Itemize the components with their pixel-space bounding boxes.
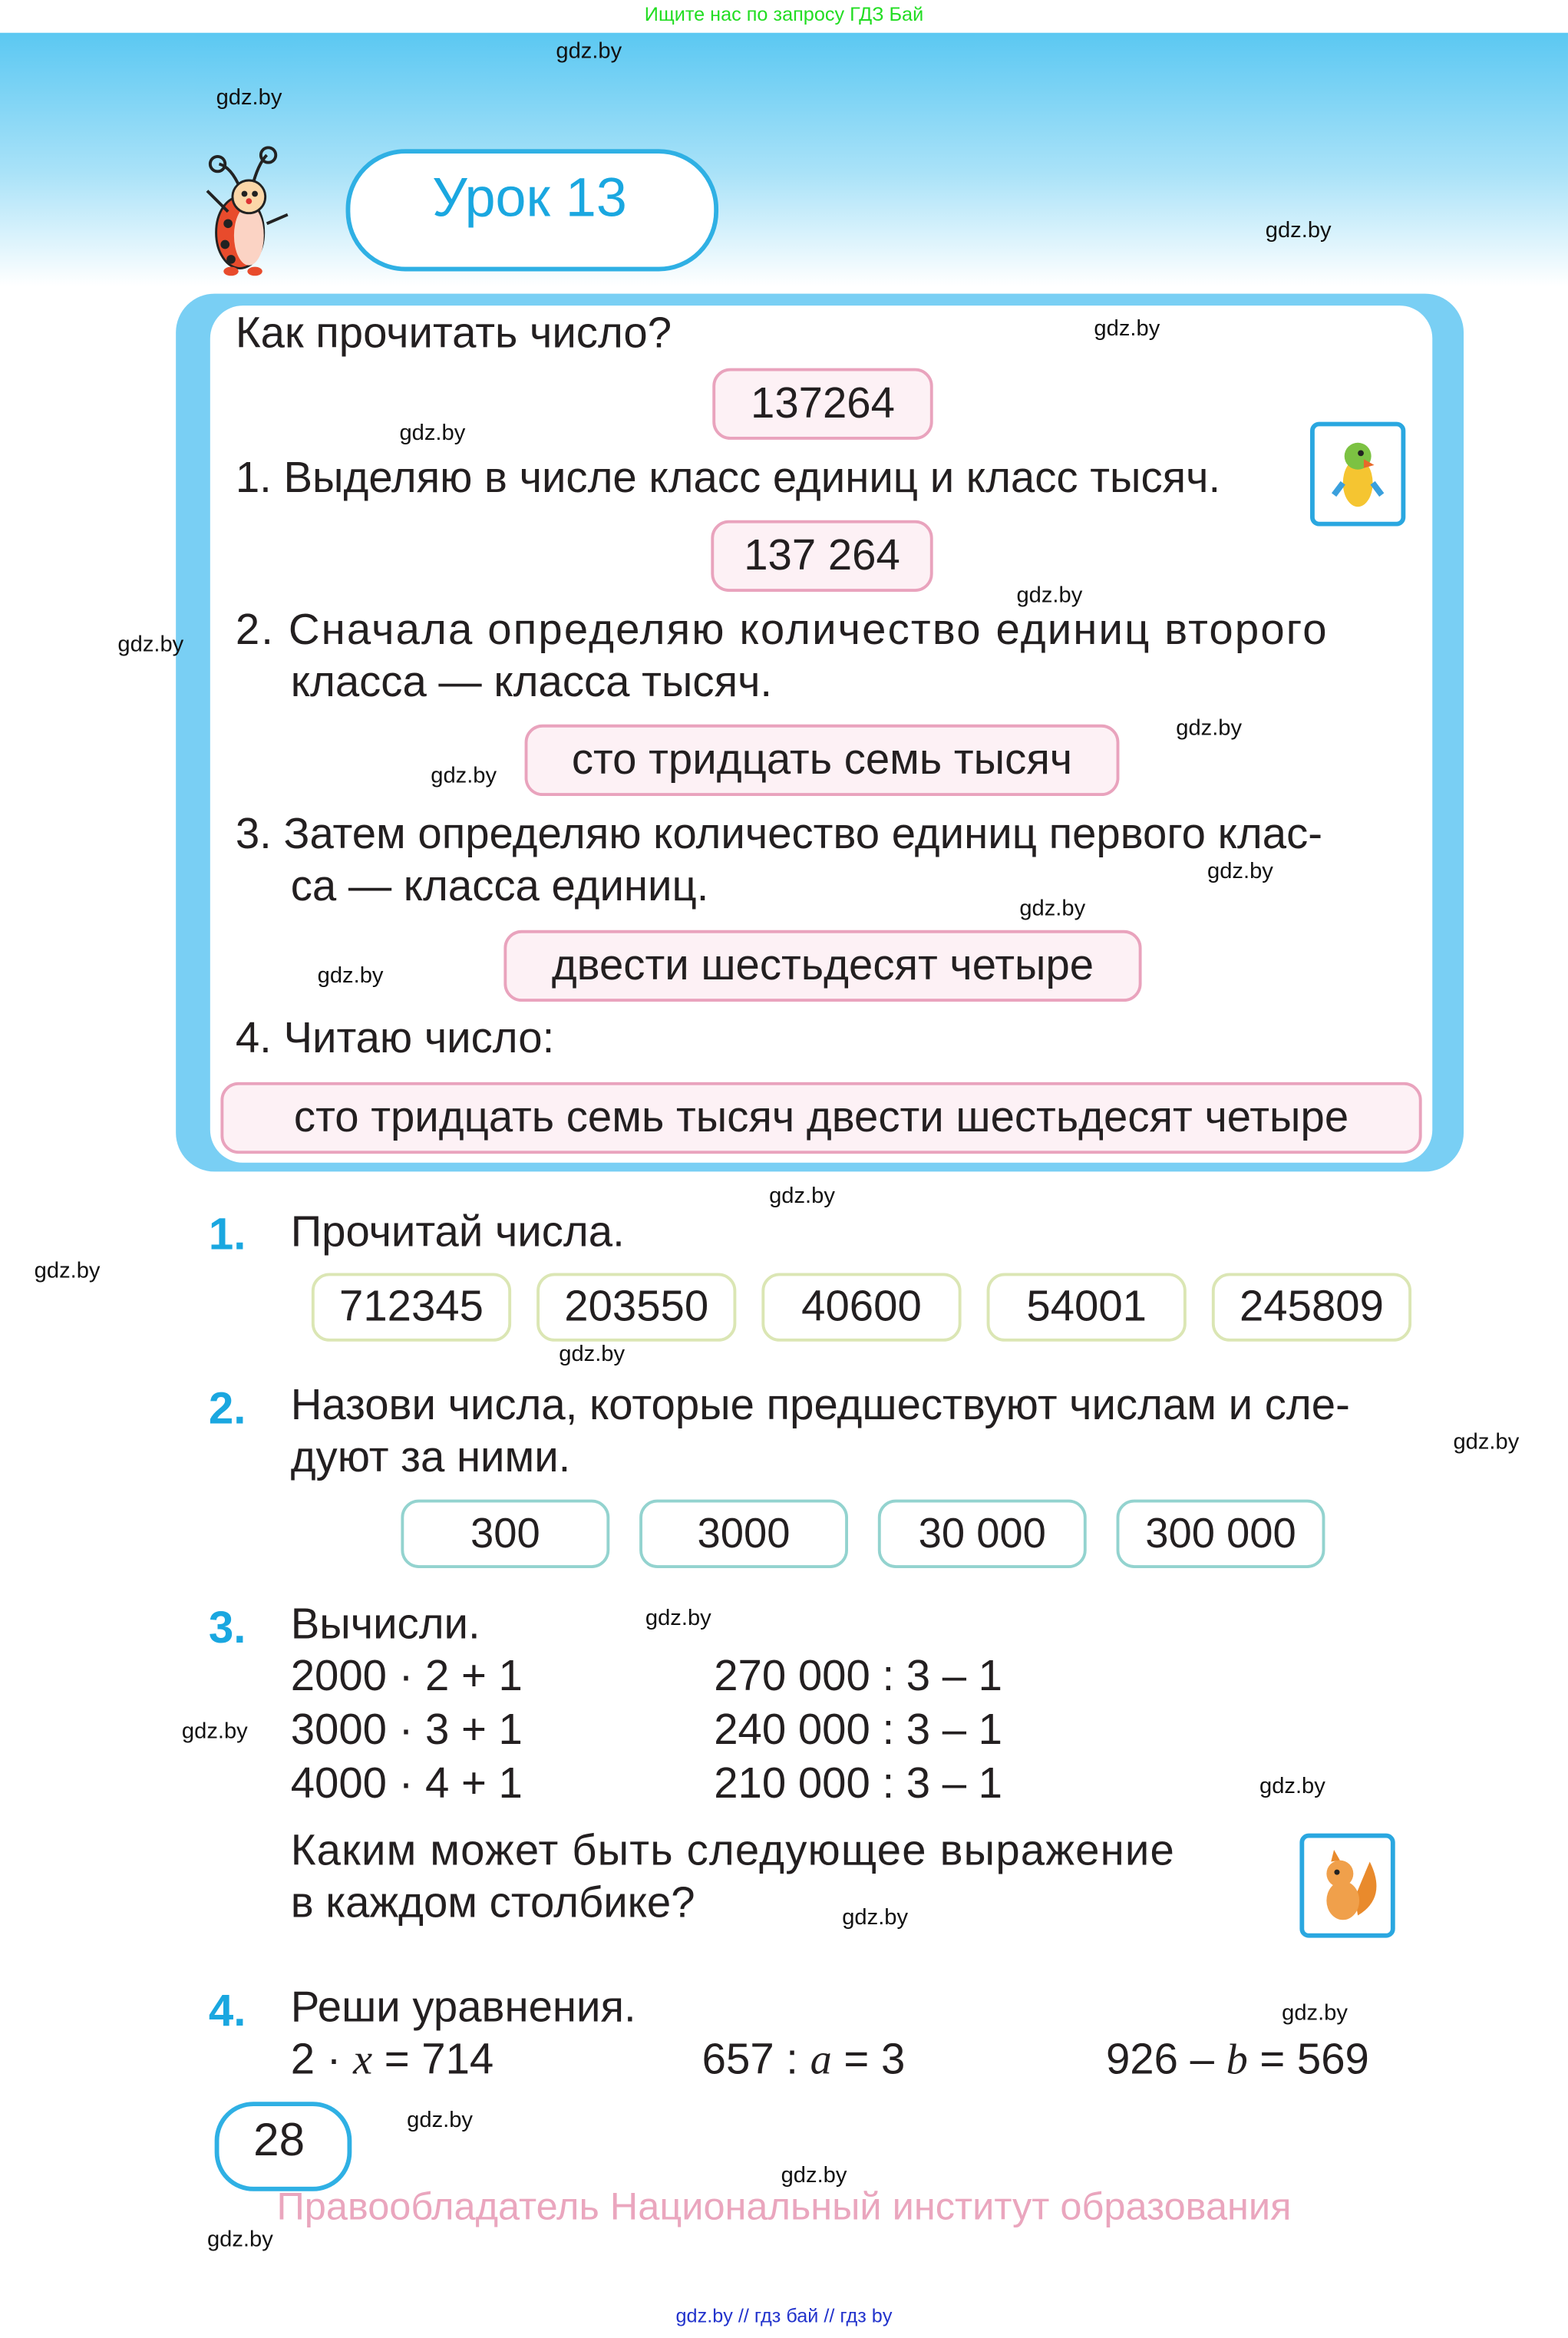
- ladybug-icon: [198, 146, 296, 277]
- exercise-3-number: 3.: [208, 1603, 246, 1653]
- footer-links[interactable]: gdz.by // гдз бай // гдз by: [675, 2304, 893, 2327]
- expression: 240 000 : 3 – 1: [714, 1706, 1002, 1755]
- watermark: gdz.by: [645, 1605, 711, 1631]
- rule-step-1: 1. Выделяю в числе класс единиц и класс тысяч.: [235, 454, 1221, 503]
- variable: b: [1226, 2036, 1248, 2084]
- variable: a: [810, 2036, 832, 2084]
- exercise-4-number: 4.: [208, 1986, 246, 2036]
- number-card: 712345: [312, 1273, 511, 1341]
- rule-number: 137264: [712, 368, 933, 440]
- watermark: gdz.by: [431, 763, 497, 789]
- equation-2: [702, 2036, 906, 2085]
- top-note: Ищите нас по запросу ГДЗ Бай: [644, 2, 924, 26]
- watermark: gdz.by: [1259, 1773, 1325, 1799]
- variable: x: [353, 2036, 373, 2084]
- watermark: gdz.by: [1019, 896, 1086, 922]
- exercise-2-number: 2.: [208, 1385, 246, 1435]
- expression: 2000 · 2 + 1: [290, 1653, 523, 1701]
- expression: 4000 · 4 + 1: [290, 1760, 523, 1808]
- watermark: gdz.by: [407, 2107, 474, 2134]
- exercise-3-question-line-2: в каждом столбике?: [290, 1879, 695, 1928]
- watermark: gdz.by: [781, 2162, 847, 2188]
- exercise-2-task-line-1: Назови числа, которые предшествуют числам и сле-: [290, 1382, 1350, 1430]
- expression: 3000 · 3 + 1: [290, 1706, 523, 1755]
- expression: 270 000 : 3 – 1: [714, 1653, 1002, 1701]
- exercise-3-question-line-1: Каким может быть следующее выражение: [290, 1827, 1175, 1876]
- exercise-1-task: Прочитай числа.: [290, 1208, 625, 1257]
- watermark: gdz.by: [206, 2227, 273, 2253]
- page-number: 28: [253, 2113, 305, 2166]
- squirrel-icon: [1299, 1834, 1395, 1938]
- watermark: gdz.by: [1282, 2000, 1348, 2026]
- equation-part: 2 ·: [290, 2036, 354, 2084]
- exercise-2-task-line-2: дуют за ними.: [290, 1434, 571, 1482]
- exercise-3-task: Вычисли.: [290, 1600, 480, 1649]
- number-card: 203550: [536, 1273, 736, 1341]
- watermark: gdz.by: [34, 1258, 101, 1284]
- number-card: 54001: [987, 1273, 1187, 1341]
- rule-full-words: сто тридцать семь тысяч двести шестьдесят четыре: [220, 1082, 1421, 1154]
- equation-part: 926 –: [1105, 2036, 1226, 2084]
- watermark: gdz.by: [1453, 1429, 1520, 1455]
- watermark: gdz.by: [317, 963, 384, 989]
- watermark: gdz.by: [1207, 858, 1273, 884]
- exercise-4-task: Реши уравнения.: [290, 1983, 636, 2032]
- watermark: gdz.by: [216, 84, 282, 111]
- watermark: gdz.by: [1094, 315, 1160, 342]
- rule-step-3-line-2: са — класса единиц.: [290, 863, 709, 911]
- rule-thousands-words: сто тридцать семь тысяч: [525, 725, 1120, 796]
- watermark: gdz.by: [556, 38, 622, 64]
- equation-3: [1106, 2036, 1369, 2085]
- watermark: gdz.by: [769, 1183, 835, 1209]
- equation-part: = 569: [1247, 2036, 1369, 2084]
- watermark: gdz.by: [559, 1341, 626, 1367]
- equation-part: = 3: [831, 2036, 906, 2084]
- exercise-1-number: 1.: [208, 1210, 246, 1260]
- rule-units-words: двести шестьдесят четыре: [503, 930, 1141, 1002]
- number-card: 300: [401, 1500, 609, 1568]
- equation-part: 657 :: [701, 2036, 810, 2084]
- number-card: 3000: [639, 1500, 848, 1568]
- rule-step-2-line-1: 2. Сначала определяю количество единиц второго: [235, 606, 1329, 655]
- rule-step-4: 4. Читаю число:: [235, 1015, 555, 1063]
- rule-step-3-line-1: 3. Затем определяю количество единиц первого клас-: [235, 811, 1323, 859]
- rule-number-split: 137 264: [711, 520, 933, 592]
- watermark: gdz.by: [399, 420, 466, 446]
- lesson-title: Урок 13: [432, 167, 627, 229]
- rule-question: Как прочитать число?: [235, 309, 672, 358]
- watermark: gdz.by: [1176, 715, 1243, 741]
- expression: 210 000 : 3 – 1: [714, 1760, 1002, 1808]
- watermark: gdz.by: [842, 1904, 909, 1930]
- number-card: 40600: [761, 1273, 961, 1341]
- watermark: gdz.by: [1016, 583, 1083, 609]
- number-card: 245809: [1212, 1273, 1411, 1341]
- copyright: Правообладатель Национальный институт образования: [276, 2184, 1292, 2229]
- parrot-icon: [1310, 422, 1405, 527]
- equation-part: = 714: [372, 2036, 494, 2084]
- rule-step-2-line-2: класса — класса тысяч.: [290, 659, 773, 707]
- number-card: 300 000: [1117, 1500, 1325, 1568]
- watermark: gdz.by: [181, 1719, 248, 1745]
- equation-1: [291, 2036, 494, 2085]
- number-card: 30 000: [878, 1500, 1087, 1568]
- watermark: gdz.by: [1265, 217, 1332, 243]
- watermark: gdz.by: [117, 632, 184, 658]
